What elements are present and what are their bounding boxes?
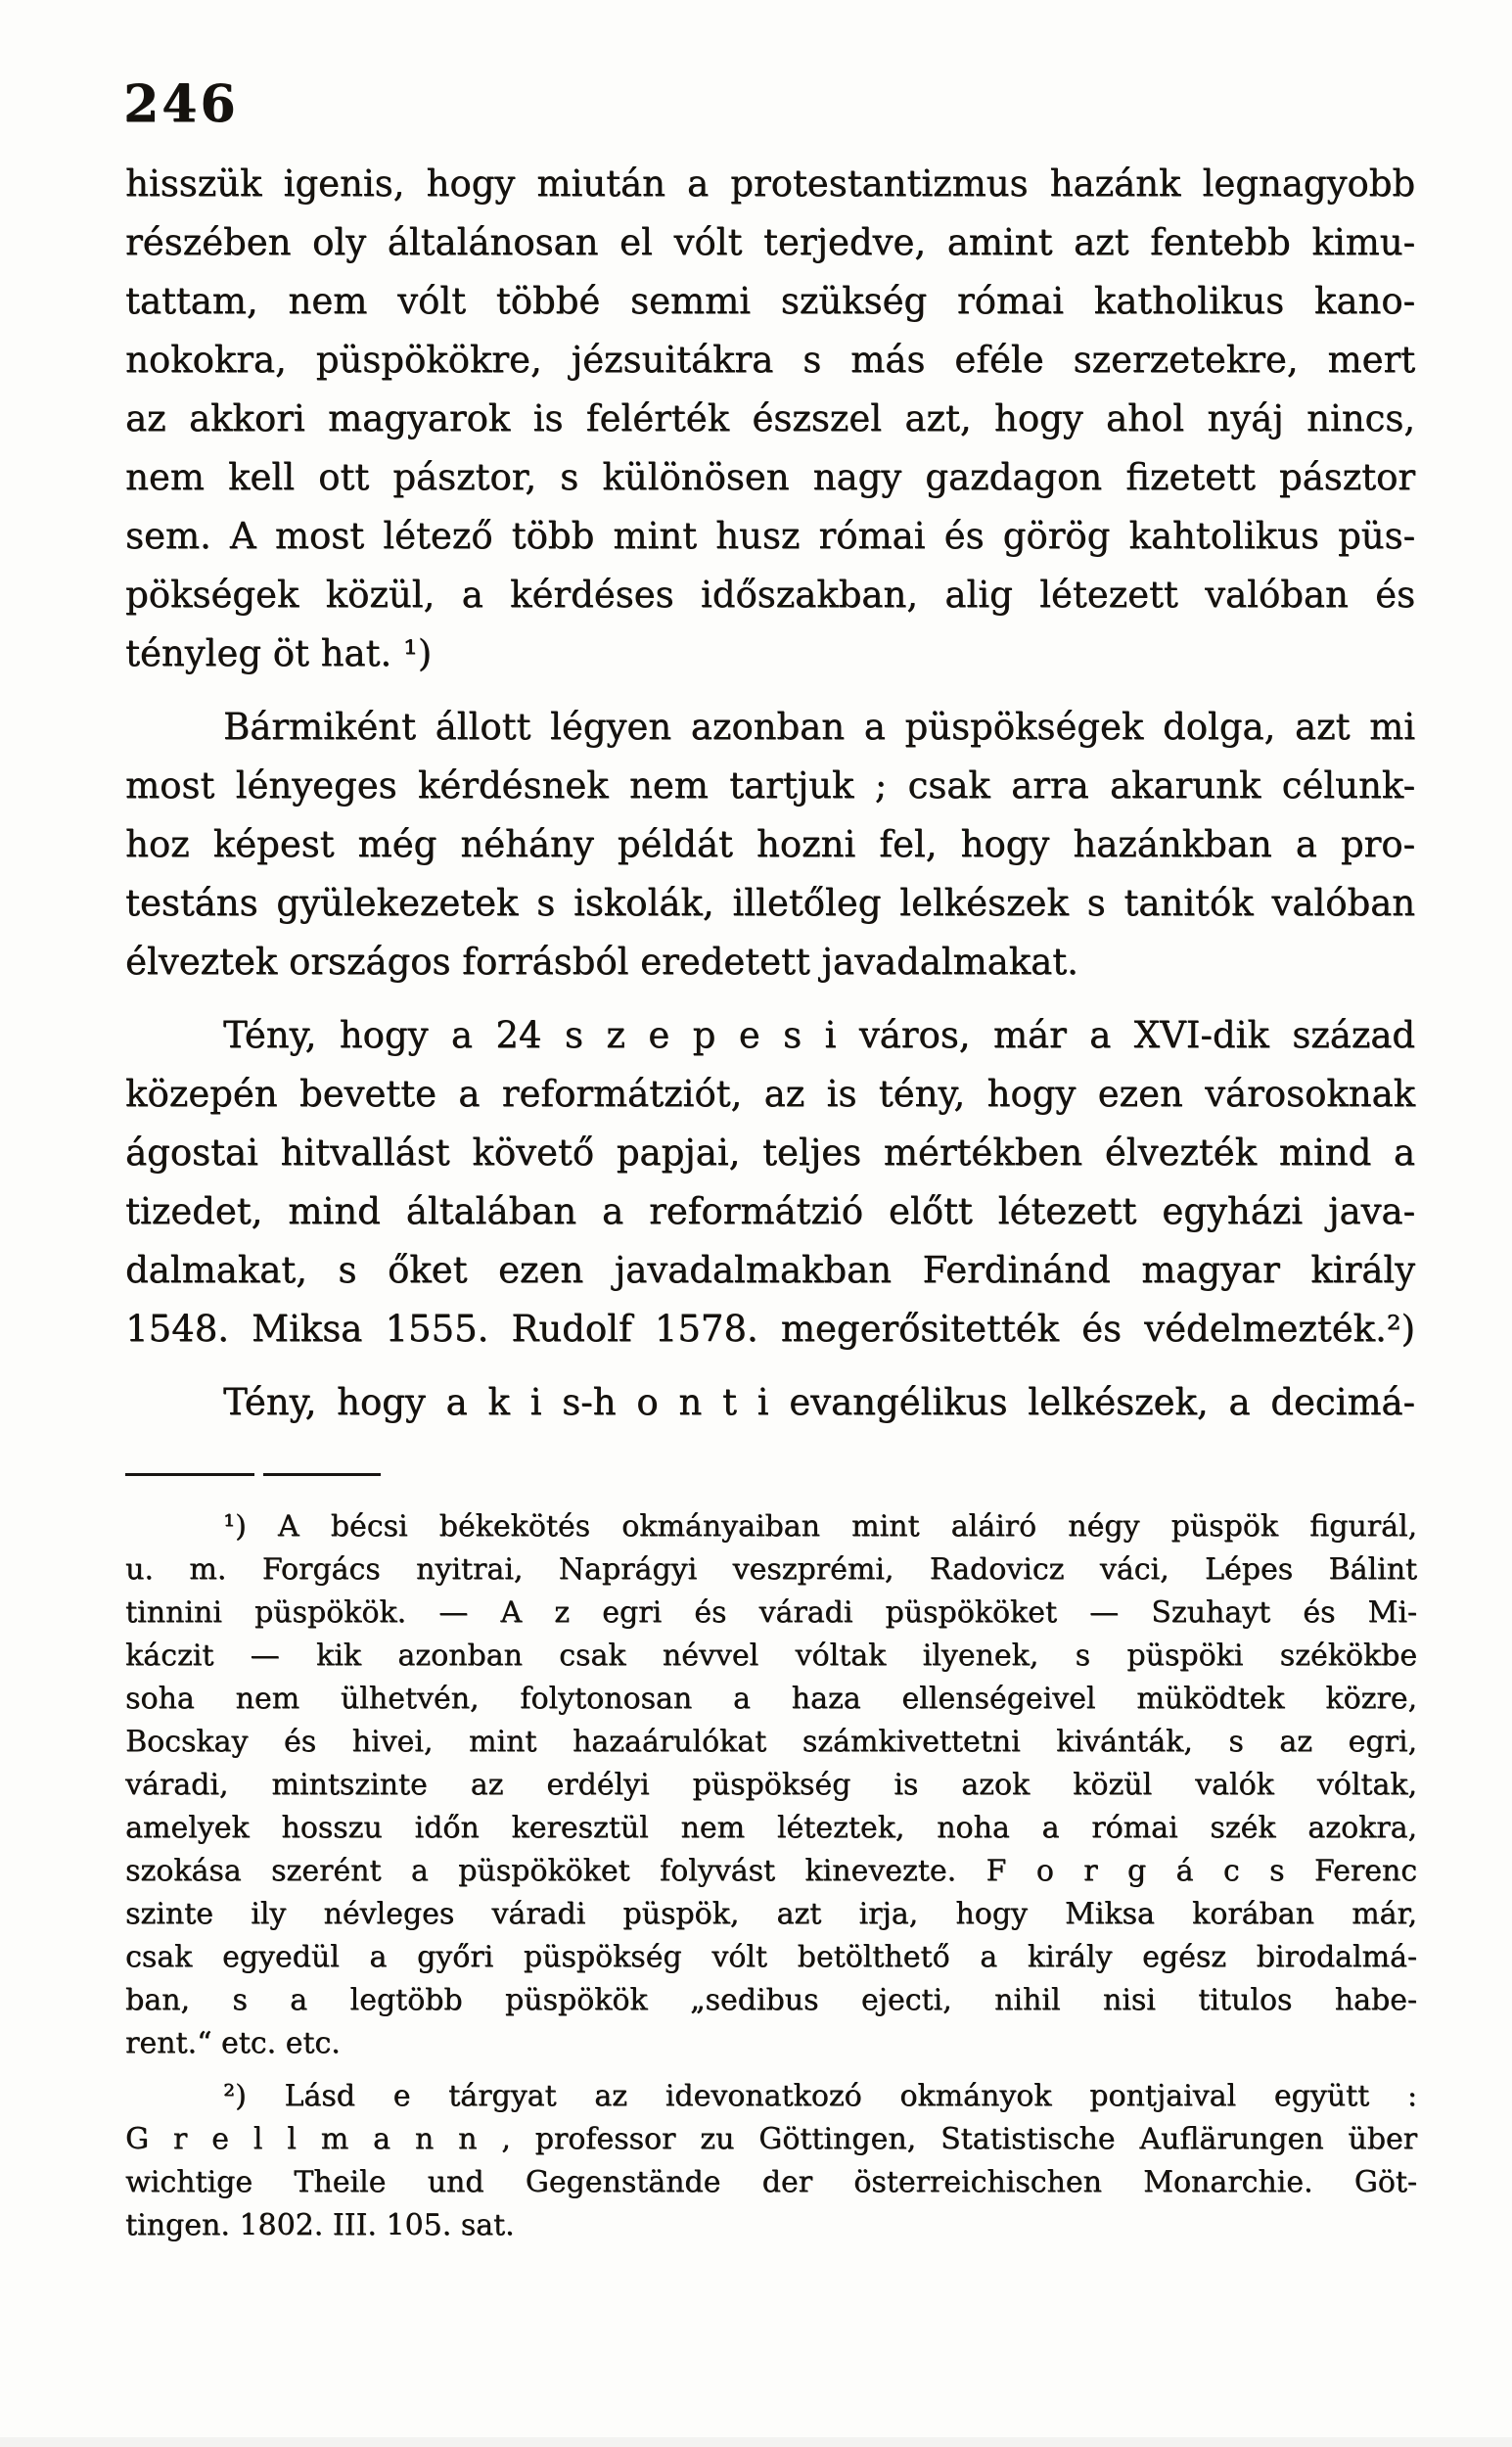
text-line: ¹) A bécsi békekötés okmányaiban mint aláiró négy püspök figurál, (223, 1509, 1417, 1544)
text-line: szinte ily névleges váradi püspök, azt irja, hogy Miksa korában már, (125, 1897, 1417, 1931)
text-line: tattam, nem vólt többé semmi szükség római katholikus kano- (125, 280, 1415, 322)
text-line: Tény, hogy a k i s-h o n t i evangélikus lelkészek, a decimá- (223, 1381, 1415, 1423)
text-line: tizedet, mind általában a reformátzió előtt létezett egyházi java- (125, 1190, 1415, 1232)
text-line: nokokra, püspökökre, jézsuitákra s más eféle szerzetekre, mert (125, 339, 1415, 381)
text-line: élveztek országos forrásból eredetett javadalmakat. (125, 941, 1078, 983)
text-line: káczit — kik azonban csak névvel vóltak ilyenek, s püspöki székökbe (125, 1639, 1417, 1673)
footnotes-block (125, 1496, 1417, 2247)
footnote-separator (125, 1473, 478, 1477)
footnote-separator-segment (263, 1473, 381, 1476)
text-line: hoz képest még néhány példát hozni fel, hogy hazánkban a pro- (125, 823, 1415, 865)
text-line: tingen. 1802. III. 105. sat. (125, 2208, 515, 2242)
text-line: Bármiként állott légyen azonban a püspökségek dolga, azt mi (223, 706, 1415, 748)
text-line: ágostai hitvallást követő papjai, teljes mértékben élvezték mind a (125, 1131, 1415, 1174)
text-line: dalmakat, s őket ezen javadalmakban Ferdinánd magyar király (125, 1249, 1415, 1291)
text-line: váradi, mintszinte az erdélyi püspökség is azok közül valók vóltak, (125, 1768, 1417, 1802)
text-line: G r e l l m a n n , professor zu Göttingen, Statistische Auflärungen über (125, 2122, 1417, 2156)
text-line: tinnini püspökök. — A z egri és váradi püspököket — Szuhayt és Mi- (125, 1595, 1417, 1630)
text-line: Bocskay és hivei, mint hazaárulókat számkivettetni kivánták, s az egri, (125, 1725, 1417, 1759)
text-line: testáns gyülekezetek s iskolák, illetőleg lelkészek s tanitók valóban (125, 882, 1415, 924)
text-line: pökségek közül, a kérdéses időszakban, alig létezett valóban és (125, 574, 1415, 616)
text-line: hisszük igenis, hogy miután a protestantizmus hazánk legnagyobb (125, 162, 1415, 205)
text-line: rent.“ etc. etc. (125, 2026, 341, 2060)
text-line: most lényeges kérdésnek nem tartjuk ; csak arra akarunk célunk- (125, 764, 1415, 807)
scan-edge-artifact (0, 2437, 1512, 2447)
text-line: csak egyedül a győri püspökség vólt betölthető a király egész birodalmá- (125, 1940, 1417, 1974)
text-line: sem. A most létező több mint husz római és görög kahtolikus püs- (125, 515, 1415, 557)
text-line: Tény, hogy a 24 s z e p e s i város, már a XVI-dik század (223, 1014, 1415, 1056)
page-number: 246 (123, 74, 239, 134)
text-line: az akkori magyarok is felérték észszel azt, hogy ahol nyáj nincs, (125, 397, 1415, 439)
text-line: wichtige Theile und Gegenstände der österreichischen Monarchie. Göt- (125, 2165, 1417, 2199)
footnote-separator-segment (125, 1473, 254, 1476)
text-line: részében oly általánosan el vólt terjedve, amint azt fentebb kimu- (125, 221, 1415, 263)
text-line: ²) Lásd e tárgyat az idevonatkozó okmányok pontjaival együtt : (223, 2079, 1417, 2113)
text-line: ban, s a legtöbb püspökök „sedibus ejecti, nihil nisi titulos habe- (125, 1983, 1417, 2017)
text-line: tényleg öt hat. ¹) (125, 632, 433, 674)
text-line: 1548. Miksa 1555. Rudolf 1578. megerősitették és védelmezték.²) (125, 1308, 1415, 1350)
text-line: soha nem ülhetvén, folytonosan a haza ellenségeivel müködtek közre, (125, 1682, 1417, 1716)
text-line: közepén bevette a reformátziót, az is tény, hogy ezen városoknak (125, 1073, 1415, 1115)
text-line: amelyek hosszu időn keresztül nem léteztek, noha a római szék azokra, (125, 1811, 1417, 1845)
text-line: nem kell ott pásztor, s különösen nagy gazdagon fizetett pásztor (125, 456, 1415, 498)
text-line: szokása szerént a püspököket folyvást kinevezte. F o r g á c s Ferenc (125, 1854, 1417, 1888)
text-line: u. m. Forgács nyitrai, Naprágyi veszprémi, Radovicz váci, Lépes Bálint (125, 1552, 1417, 1587)
main-text-block (125, 155, 1415, 1432)
